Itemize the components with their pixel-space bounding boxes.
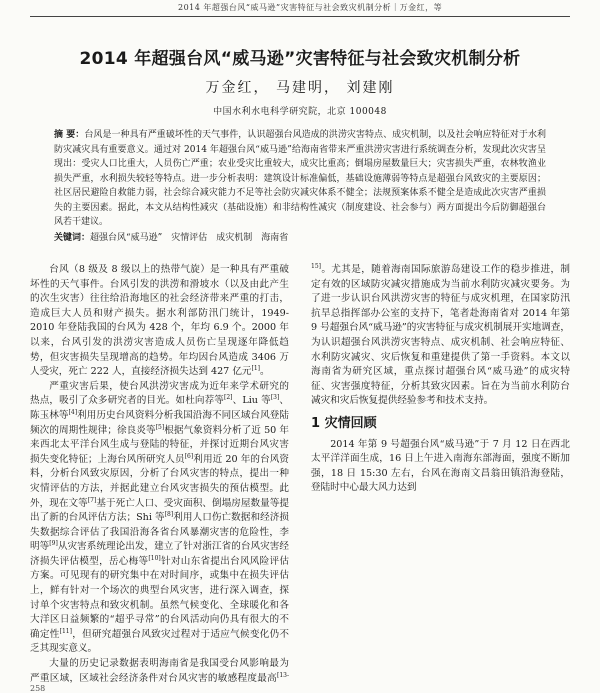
header-rule [30,16,570,17]
keywords [54,231,546,246]
abstract-body [54,128,546,230]
paper-affiliation: 中国水利水电科学研究院，北京 100048 [213,107,387,117]
body-paragraph-2: 严重灾害后果，使台风洪涝灾害成为近年来学术研究的热点，吸引了众多研究者的目光。如杜向荐等[2]、Liu 等[3]、陈玉林等[4]利用历史台风资料分析我国沿海不同区域台风登陆频次的周期性规律；徐良炎等[5]根据气象资料分析了近 50 年来西北太平洋台风生成与登陆的特征，并探讨近期台风灾害损失变化特征；上海台风所研究人员[6]利用近 20 年的台风资料，分析台风致灾原因，分析了台风灾害的特点，提出一种灾情评估的方法，并据此建立台风灾害损失的预估模型。此外，现在文等[7]基于死亡人口、受灾面积、倒塌房屋数量等提出了新的台风评估方法；Shi 等[8]利用人口伤亡数据和经济损失数据综合评估了我国沿海各省台风暴潮灾害的危险性，李明等[9]从灾害系统理论出发，建立了针对浙江省的台风灾害经济损失评估模型，岳心梅等[10]针对山东省提出台风风险评估方案。可见现有的研究集中在对时间序，或集中在损失评估上，鲜有针对一个场次的典型台风灾害，进行深入调查，探讨单个灾害特点和致灾机制。虽然气候变化、全球暖化和各大洋区日益频繁的“超乎寻常”的台风活动向仍具有很大的不确定性[11]，但研究超强台风致灾过程对于适应气候变化仍不乏其现实意义。 [30,380,290,655]
abstract [54,128,546,245]
citation: [8] [164,510,174,518]
body-paragraph-1: 台风（8 级及 8 级以上的热带气旋）是一种具有严重破坏性的天气事件。台风引发的洪涝和滑坡水（以及由此产生的次生灾害）往往给沿海地区的社会经济带来严重的打击，造成巨大人员和财产损失。据水利部防汛门统计，1949-2010 年登陆我国的台风为 428 个，年均 6.9 个。2000 年以来，台风引发的洪涝灾害造成人员伤亡呈现逐年降低趋势，但灾害损失呈现增高的趋势。年均因台风造成 3406 万人受灾，死亡 222 人，直接经济损失达到 427 亿元[1]。 [30,264,289,378]
citation: [2] [224,394,233,402]
body-columns [30,263,570,691]
citation: [11] [59,627,72,635]
section-1-paragraph: 2014 年第 9 号超强台风“威马逊”于 7 月 12 日在西北太平洋洋面生成，16 日上午进入南海东部海面，强度不断加强，18 日 15:30 左右，台风在海南文昌翁田镇沿海登陆，登陆时中心最大风力达到 [311,438,570,494]
abstract-text: 台风是一种具有严重破坏性的天气事件，认识超强台风造成的洪涝灾害特点、成灾机制，以及社会响应特征对于水利防灾减灾具有重要意义。通过对 2014 年超强台风“威马逊”给海南省带来严重洪涝灾害进行系统调查分析，发现此次灾害呈现出：受灾人口比重大，人员伤亡严重；农业受灾比重较大，成灾比重高；倒塌房屋数量巨大；灾害损失严重，农林牧渔业损失严重，水利损失较轻等特点。进一步分析表明：建筑设计标准偏低，基础设施薄弱等特点是超强台风致灾的主要原因；社区居民避险自救能力弱，社会综合减灾能力不足等社会防灾减灾体系不健全；法规预案体系不健全是造成此次灾害严重损失的主要因素。据此，本文从结构性减灾（基础设施）和非结构性减灾（制度建设、社会参与）两方面提出今后防御超强台风若干建议。 [54,130,546,227]
citation: [9] [49,540,58,548]
paper-authors: 万金红， 马建明， 刘建刚 [205,80,395,96]
citation: [13-15] [276,263,321,679]
keywords-label: 关键词： [54,232,91,243]
citation: [3] [270,394,280,402]
citation: [1] [251,364,261,372]
running-head: 2014 年超强台风“威马逊”灾害特征与社会致灾机制分析｜万金红，等 [178,3,443,12]
section-heading-1: 1 灾情回顾 [311,415,377,431]
citation: [6] [184,452,194,460]
paper-title: 2014 年超强台风“威马逊”灾害特征与社会致灾机制分析 [79,49,521,69]
citation: [4] [68,408,78,416]
body-paragraph-3: 大量的历史记录数据表明海南省是我国受台风影响最为严重区域，区域社会经济条件对台风灾害的敏感程度最高[13-15]。尤其是，随着海南国际旅游岛建设工作的稳步推进，制定有效的区域防灾减灾措施成为当前水利防灾减灾要务。为了进一步认识台风洪涝灾害的特征与成灾机理，在国家防汛抗旱总指挥部办公室的支持下，笔者赴海南省对 2014 年第 9 号超强台风“威马逊”的灾害特征与成灾机制展开实地调查，为认识超强台风洪涝灾害特点、成灾机制、社会响应特征、水利防灾减灾、灾后恢复和重建提供了第一手资料。本文以海南省为研究区域，重点探讨超强台风“威马逊”的成灾特征、灾害强度特征，分析其致灾因素。旨在为当前水利防台减灾和灾后恢复提供经验参考和技术支持。 [30,263,570,684]
citation: [5] [155,423,165,431]
citation: [10] [148,554,161,562]
abstract-label: 摘 要： [54,130,85,140]
keywords-text: 超强台风“威马逊” 灾情评估 成灾机制 海南省 [90,232,289,243]
citation: [7] [87,496,97,504]
page-number: 258 [30,684,46,693]
